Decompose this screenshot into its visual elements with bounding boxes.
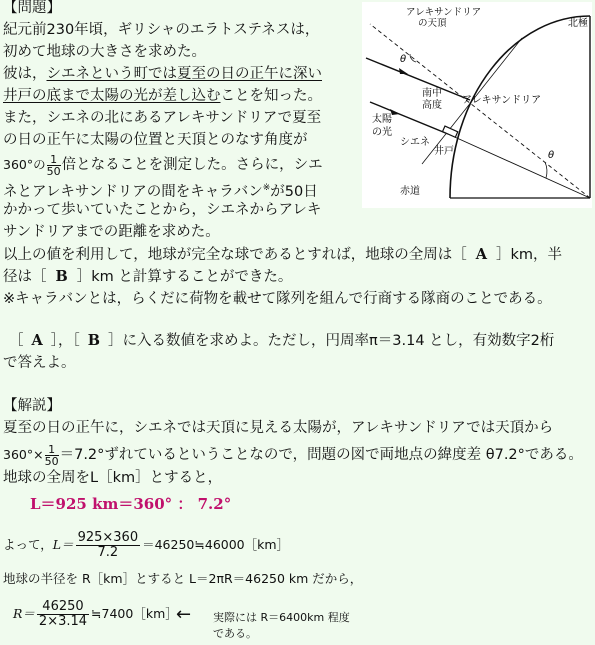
fraction-1-50: $\frac{1}{50}$ (46, 152, 61, 178)
label-zenith-2: の天頂 (418, 18, 447, 29)
label-sun-1: 太陽 (372, 114, 392, 125)
label-alexandria: アレキサンドリア (462, 95, 542, 106)
label-theta-top: θ (400, 54, 407, 65)
solution-heading: 【解説】 (3, 398, 61, 414)
label-syene: シエネ (400, 137, 430, 148)
label-sun-2: の光 (372, 127, 392, 138)
blank-b: B (55, 268, 68, 285)
note-line-1: 実際には R＝6400km 程度 (213, 611, 350, 624)
radius-statement: 地球の半径を R［km］とすると L＝2πR＝46250 km だから， (3, 571, 363, 586)
note-line-2: である。 (213, 627, 257, 640)
underlined-text: 井戸の底まで太陽の光が差し込む (3, 88, 221, 104)
problem-line-3: 彼は，シエネという町では夏至の日の正午に深い (3, 66, 322, 82)
theta-arc-center (545, 162, 547, 178)
problem-line-8: ネとアレキサンドリアの間をキャラバン※が50日 (3, 183, 318, 200)
solution-line-2: 360°× $\frac{1}{50}$ ＝7.2°ずれているということなので，問題の図で両地点の緯度差 θ7.2°である。 (3, 442, 583, 468)
proportion-equation: L＝925 km＝360° ： 7.2° (30, 495, 232, 513)
label-well: 井戸 (434, 146, 454, 157)
label-culmination-2: 高度 (422, 100, 442, 111)
sun-ray-1 (366, 58, 470, 100)
problem-line-12: 径は［ B ］km と計算することができた。 (3, 268, 293, 285)
zenith-line (370, 24, 590, 198)
problem-line-4: 井戸の底まで太陽の光が差し込むことを知った。 (3, 88, 322, 104)
label-theta-center: θ (548, 150, 555, 161)
problem-footnote: ※キャラバンとは，らくだに荷物を載せて隊列を組んで行商する隊商のことである。 (3, 291, 552, 307)
syene-radius (448, 134, 590, 198)
label-equator: 赤道 (400, 186, 420, 197)
label-zenith: アレキサンドリア (406, 7, 482, 18)
question-line-2: で答えよ。 (3, 355, 76, 371)
problem-line-6: の日の正午に太陽の位置と天頂とのなす角度が (3, 132, 308, 148)
calc-radius: R＝ $\frac{46250}{2\times 3.14}$ ≒7400［km］ (13, 598, 178, 629)
problem-line-2: 初めて地球の大きさを求めた。 (3, 44, 206, 60)
fraction-1-50-solution: $\frac{1}{50}$ (44, 442, 59, 468)
underlined-text: シエネという町では夏至の日の正午に深い (46, 66, 322, 82)
problem-line-9: かかって歩いていたことから，シエネからアレキ (3, 202, 322, 218)
problem-line-1: 紀元前230年頃，ギリシャのエラトステネスは， (3, 22, 320, 38)
earth-diagram (362, 2, 592, 208)
ray-arrow-1 (399, 68, 408, 74)
problem-line-10: サンドリアまでの距離を求めた。 (3, 224, 220, 240)
problem-line-11: 以上の値を利用して，地球が完全な球であるとすれば，地球の全周は［ A ］km，半 (3, 246, 563, 263)
calc-circumference: よって，L＝ $\frac{925\times 360}{7.2}$ ＝46250≒46000［km］ (3, 529, 290, 560)
fraction-46250: $\frac{46250}{2\times 3.14}$ (38, 598, 88, 629)
blank-a: A (475, 246, 487, 263)
label-culmination-1: 南中 (422, 88, 442, 99)
earth-diagram-svg (362, 2, 592, 208)
label-north: 北極 (568, 18, 588, 29)
solution-line-1: 夏至の日の正午に，シエネでは天頂に見える太陽が，アレキサンドリアでは天頂から (3, 420, 554, 436)
problem-line-7: 360°の $\frac{1}{50}$ 倍となることを測定した。さらに，シエ (3, 152, 323, 178)
fraction-925x360: $\frac{925\times 360}{7.2}$ (77, 529, 139, 560)
problem-heading: 【問題】 (3, 0, 61, 16)
left-arrow-icon: ← (176, 604, 192, 625)
earth-surface-arc (450, 16, 590, 198)
problem-line-5: また，シエネの北にあるアレキサンドリアで夏至 (3, 110, 322, 126)
solution-line-3: 地球の全周をL［km］とすると， (3, 470, 223, 486)
question-line-1: ［ A ］，［ B ］に入る数値を求めよ。ただし，円周率π＝3.14 とし，有効数字2桁 (9, 332, 555, 349)
